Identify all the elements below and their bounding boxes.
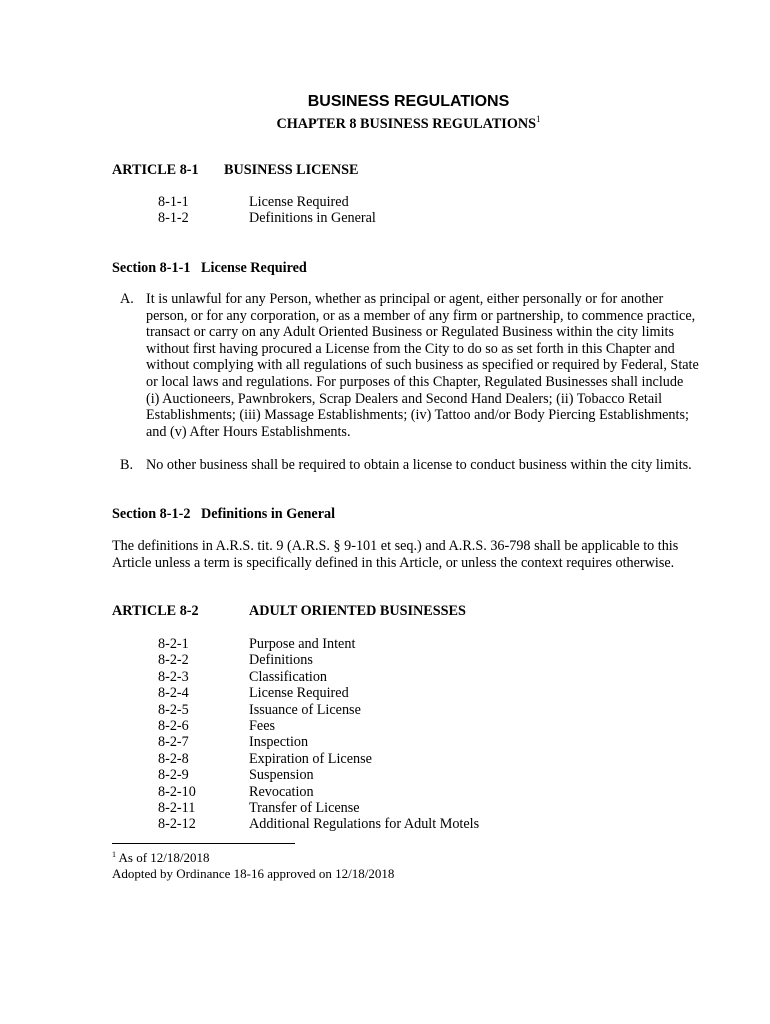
footnote-separator (112, 843, 295, 844)
document-title: BUSINESS REGULATIONS (307, 93, 510, 110)
footnote-line-2: Adopted by Ordinance 18-16 approved on 12/18/2018 (112, 866, 395, 881)
toc-number: 8-2-10 (158, 783, 196, 800)
paragraph-a (120, 291, 706, 440)
toc-title: License Required (249, 194, 349, 210)
toc-number: 8-2-11 (158, 799, 196, 816)
toc-row (158, 800, 479, 816)
toc-number: 8-2-6 (158, 717, 189, 734)
toc-row (158, 636, 479, 652)
toc-row (158, 702, 479, 718)
toc-title: Purpose and Intent (249, 636, 356, 652)
paragraph-line: Establishments; (iii) Massage Establishments; (iv) Tattoo and/or Body Piercing Establishments; (146, 407, 689, 424)
toc-number: 8-2-2 (158, 652, 189, 669)
article-8-2-toc (158, 636, 479, 833)
toc-row (158, 685, 479, 701)
toc-row (158, 734, 479, 750)
article-8-1-name: BUSINESS LICENSE (224, 162, 359, 178)
paragraph-letter: A. (120, 291, 134, 307)
paragraph-line: (i) Auctioneers, Pawnbrokers, Scrap Dealers and Second Hand Dealers; (ii) Tobacco Retail (146, 390, 663, 407)
article-8-1-toc (158, 194, 376, 227)
paragraph-b (120, 457, 706, 474)
paragraph-line: person, or for any corporation, or as a member of any firm or partnership, to commence practice, (146, 307, 696, 324)
toc-row (158, 767, 479, 783)
toc-title: Suspension (249, 767, 314, 784)
toc-number: 8-1-1 (158, 194, 189, 210)
footnote-mark: 1 (112, 850, 116, 859)
toc-number: 8-2-4 (158, 685, 189, 702)
section-8-1-2-heading: Section 8-1-2 Definitions in General (112, 506, 336, 522)
paragraph-line: The definitions in A.R.S. tit. 9 (A.R.S. § 9-101 et seq.) and A.R.S. 36-798 shall be applicable to this (112, 538, 679, 554)
chapter-title: CHAPTER 8 BUSINESS REGULATIONS (276, 116, 536, 132)
toc-title: License Required (249, 685, 349, 702)
toc-row (158, 784, 479, 800)
toc-title: Inspection (249, 734, 309, 751)
footnote-reference[interactable]: 1 (536, 114, 541, 124)
toc-title: Definitions (249, 652, 313, 669)
article-8-2-number: ARTICLE 8-2 (112, 603, 199, 619)
toc-row (158, 210, 376, 226)
toc-title: Classification (249, 668, 328, 685)
paragraph-line: Article unless a term is specifically defined in this Article, or unless the context requires otherwise. (112, 555, 675, 571)
toc-row (158, 652, 479, 668)
toc-title: Fees (249, 717, 276, 734)
paragraph-line: without complying with all regulations of such business as specified or required by Federal, State (146, 357, 699, 374)
paragraph-line: and (v) After Hours Establishments. (146, 423, 351, 440)
toc-number: 8-2-3 (158, 668, 189, 685)
paragraph-line: without first having procured a License from the City to do so as set forth in this Chapter and (146, 340, 675, 357)
definitions-paragraph (112, 538, 678, 572)
article-8-2-name: ADULT ORIENTED BUSINESSES (249, 603, 466, 619)
toc-row (158, 669, 479, 685)
toc-row (158, 751, 479, 767)
toc-number: 8-1-2 (158, 210, 189, 227)
toc-row (158, 816, 479, 832)
toc-title: Definitions in General (249, 210, 376, 227)
toc-number: 8-2-9 (158, 767, 189, 784)
paragraph-line: No other business shall be required to obtain a license to conduct business within the city limits. (146, 457, 692, 473)
toc-title: Issuance of License (249, 701, 361, 718)
footnote-line-1 (112, 850, 210, 866)
toc-row (158, 718, 479, 734)
paragraph-line: It is unlawful for any Person, whether as principal or agent, either personally or for another (146, 291, 664, 307)
chapter-heading (0, 114, 770, 133)
toc-title: Additional Regulations for Adult Motels (249, 816, 480, 833)
toc-row (158, 194, 376, 210)
toc-title: Transfer of License (249, 799, 360, 816)
section-8-1-1-heading: Section 8-1-1 License Required (112, 260, 307, 276)
paragraph-letter: B. (120, 457, 134, 473)
toc-number: 8-2-7 (158, 734, 189, 751)
toc-number: 8-2-5 (158, 701, 189, 718)
paragraph-line: or local laws and regulations. For purposes of this Chapter, Regulated Businesses shall include (146, 373, 684, 390)
toc-number: 8-2-12 (158, 816, 196, 833)
paragraph-line: transact or carry on any Adult Oriented Business or Regulated Business within the city limits (146, 324, 674, 341)
article-8-1-number: ARTICLE 8-1 (112, 162, 199, 178)
toc-number: 8-2-8 (158, 750, 189, 767)
toc-title: Revocation (249, 783, 314, 800)
toc-number: 8-2-1 (158, 636, 189, 652)
toc-title: Expiration of License (249, 750, 372, 767)
footnote-date: As of 12/18/2018 (116, 850, 210, 865)
